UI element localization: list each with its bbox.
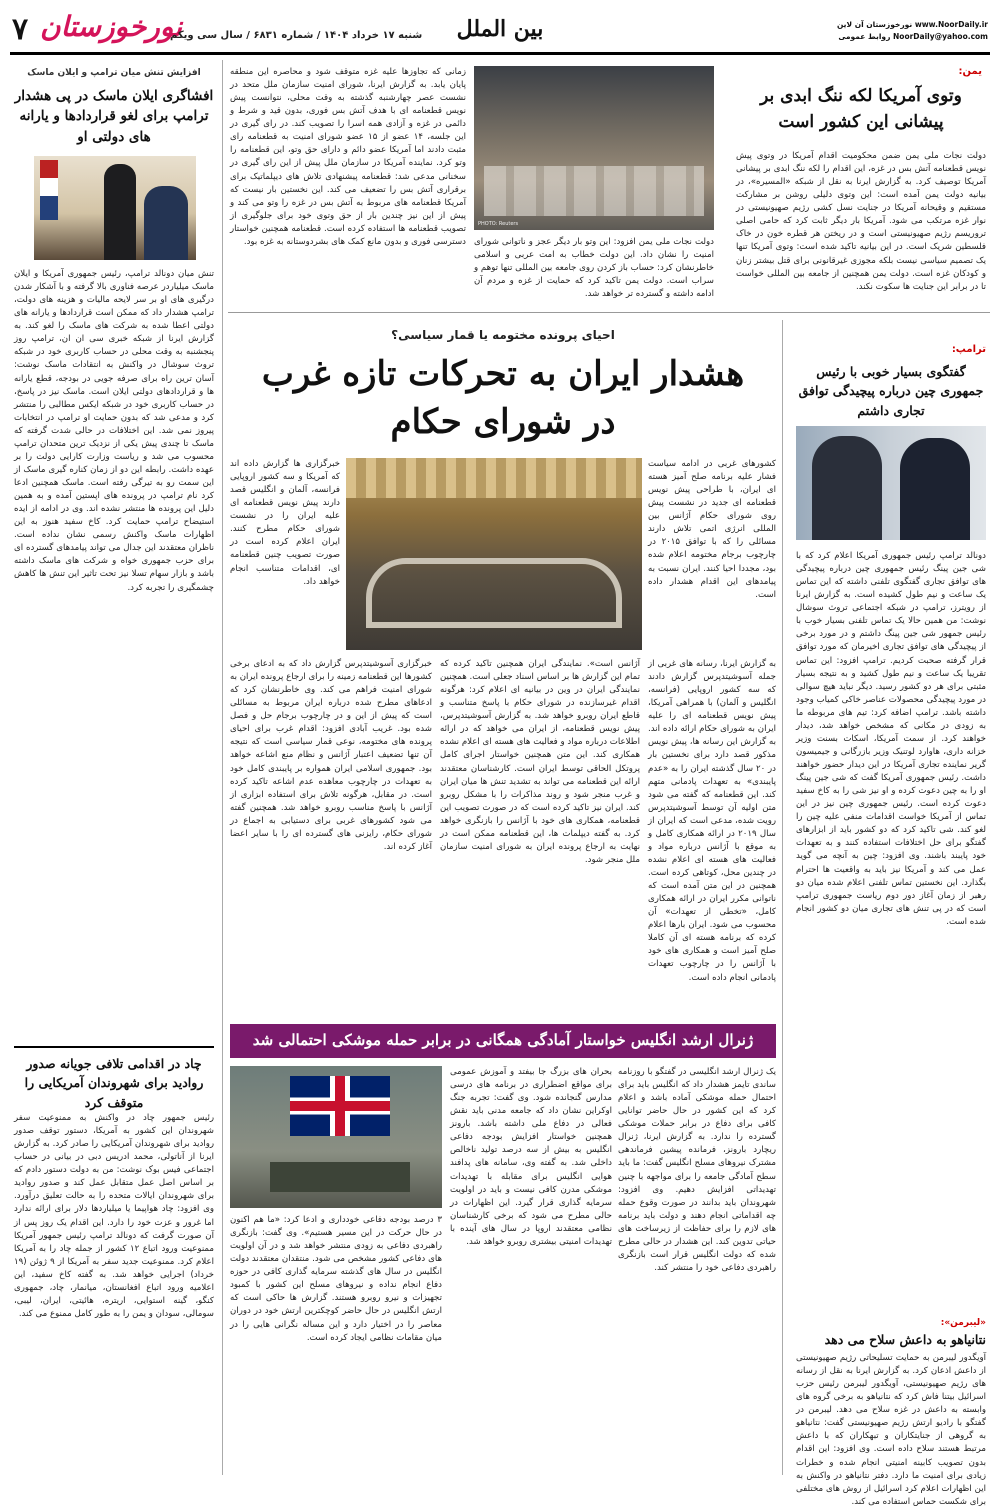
main-col-3: خبرگزاری آسوشیتدپرس گزارش داد که به ادعای برخی کشورها این قطعنامه زمینه را برای ارجاع پرونده ایران به شورای امنیت فراهم می کند. وی خاطرنشان کرد که ادعاهای مطرح شده درباره ایران مربوط به مسائلی است که پیش از این و در چارچوب برجام حل و فصل شده بود. غریب آبادی افزود: اقدام غرب برای احیای پرونده های مختومه، نوعی قمار سیاسی است که نتیجه آن تنها تضعیف اعتبار آژانس و نظام منع اشاعه خواهد بود. جمهوری اسلامی ایران همواره بر پایبندی کامل خود به تعهدات در چارچوب معاهده عدم اشاعه تاکید کرده است. در مقابل، هرگونه تلاش برای استفاده ابزاری از آژانس با پاسخ مناسب روبرو خواهد شد. همچنین گفته می شود کشورهای غربی برای دستیابی به اجماع در شورای حکام، رایزنی های گسترده ای را با سایر اعضا آغاز کرده اند. [230,659,432,852]
uk-col-3: ۳ درصد بودجه دفاعی خودداری و ادعا کرد: «ما هم اکنون در حال حرکت در این مسیر هستیم». وی گفت: بازنگری راهبردی دفاعی به زودی منتشر خواهد شد و در آن اولویت های دفاعی کشور مشخص می شود. منتقدان معتقدند دولت انگلیس در سال های گذشته سرمایه گذاری کافی در حوزه دفاع انجام نداده و نیروهای مسلح این کشور با کمبود تجهیزات و نیرو روبرو هستند. گزارش ها حاکی است که ارتش انگلیس در حال حاضر کوچکترین ارتش خود در دوران معاصر را در اختیار دارد و این مساله نگرانی هایی را در میان مقامات نظامی ایجاد کرده است. [230,1215,442,1343]
lebanon-body: آویگدور لیبرمن به حمایت تسلیحاتی رژیم صهیونیستی از داعش اذعان کرد. به گزارش ایرنا به نقل از رسانه های رژیم صهیونیستی، آویگدور لیبرمن رئیس حزب اسرائیل بیتنا فاش کرد که نتانیاهو به برخی گروه های وابسته به داعش در غزه سلاح می دهد. لیبرمن در گفتگو با رادیو ارتش رژیم صهیونیستی گفت: نتانیاهو به گروهی از جنایتکاران و تبهکاران که با داعش مرتبط هستند سلاح داده است. وی افزود: این اقدام بدون تصویب کابینه امنیتی انجام شده و خطرات زیادی برای امنیت ما دارد. دفتر نتانیاهو در واکنش به این اظهارات اعلام کرد اسرائیل از روش های مختلفی برای شکست حماس استفاده می کند. [796,1353,986,1507]
chad-headline: چاد در اقدامی تلافی جویانه صدور روادید برای شهروندان آمریکایی را متوقف کرد [24,1056,204,1110]
lebanon-kicker: «لیبرمن»: [940,1318,986,1328]
yemen-bottom-rule [228,312,990,313]
chad-rule [14,1046,214,1048]
yemen-photo-bodies [484,166,704,216]
yemen-body-mid: دولت نجات ملی یمن افزود: این وتو بار دیگر عجز و ناتوانی شورای امنیت را نشان داد. این دولت خطاب به امت عربی و اسلامی خاطرنشان کرد: حساب باز کردن روی جامعه بین المللی تنها توهم و سراب است. دولت یمن تاکید کرد که حمایت از غزه و مردم آن ادامه داشته و گسترده تر خواهد شد. [474,237,714,300]
uk-photo-launcher [270,1162,410,1192]
china-photo [796,426,986,540]
uk-headline: ژنرال ارشد انگلیس خواستار آمادگی همگانی در برابر حمله موشکی احتمالی شد [252,1031,754,1049]
musk-photo-figure-1 [104,164,136,260]
main-intro-left: خبرگزاری ها گزارش داده اند که آمریکا و سه کشور اروپایی فرانسه، آلمان و انگلیس قصد دارند پیش نویس قطعنامه ای علیه ایران را در نشست شورای حکام مطرح کنند. ایران اعلام کرده است در صورت تصویب چنین قطعنامه ای، اقدامات متناسب انجام خواهد داد. [230,459,340,587]
musk-photo-figure-2 [144,186,188,260]
uk-banner [230,1024,776,1058]
musk-kicker: افزایش تنش میان ترامپ و ایلان ماسک [27,68,201,78]
china-kicker: ترامپ: [951,344,986,355]
yemen-headline: وتوی آمریکا لکه ننگ ابدی بر پیشانی این کشور است [760,86,962,132]
musk-column-rule [222,60,223,1475]
main-headline: هشدار ایران به تحرکات تازه غرب در شورای حکام [261,354,745,443]
uk-photo-flag [290,1076,390,1136]
main-photo-ceiling [346,458,642,498]
main-col-1: به گزارش ایرنا، رسانه های غربی از جمله آسوشیتدپرس گزارش دادند که سه کشور اروپایی (فرانسه، انگلیس و آلمان) با همراهی آمریکا، پیش نویس قطعنامه ای را علیه ایران به شورای حکام ارائه داده اند. به گزارش این رسانه ها، پیش نویس مذکور قصد دارد برای نخستین بار در ۲۰ سال گذشته ایران را به «عدم پایبندی» به تعهدات پادمانی متهم کند. این قطعنامه که گفته می شود متن اولیه آن توسط آسوشیتدپرس رویت شده، مدعی است که ایران از سال ۲۰۱۹ در ارائه همکاری کامل و به موقع با آژانس درباره مواد و فعالیت های هسته ای اعلام نشده در چندین محل، کوتاهی کرده است. همچنین در این متن آمده است که ناتوانی مکرر ایران در ارائه همکاری کامل، «تخطی از تعهدات» آن محسوب می شود. ایران بارها اعلام کرده که برنامه هسته ای آن کاملا صلح آمیز است و همکاری های خود با آژانس را در چارچوب تعهدات پادمانی انجام داده است. [648,659,776,983]
china-column-rule [782,320,783,1475]
musk-photo-flag [40,160,58,220]
masthead [0,0,1000,62]
header-rule [10,52,990,55]
china-headline: گفتگوی بسیار خوبی با رئیس جمهوری چین درباره پیچیدگی توافق تجاری داشتم [798,364,984,418]
main-col-2: آژانس است». نمایندگی ایران همچنین تاکید کرده که تمام این گزارش ها بر اساس اسناد جعلی است. همچنین نمایندگی ایران در وین در بیانیه ای اعلام کرد: هرگونه اقدام غیرسازنده در شورای حکام با پاسخ متناسب و قاطع ایران روبرو خواهد شد. به گزارش آسوشیتدپرس، پیش نویس قطعنامه، از ایران می خواهد که در ارائه اطلاعات درباره مواد و فعالیت های هسته ای اعلام نشده همکاری کند. این متن همچنین خواستار اجرای کامل پروتکل الحاقی توسط ایران است. کارشناسان معتقدند ارائه این قطعنامه می تواند به تشدید تنش ها میان ایران و غرب منجر شود و روند مذاکرات را با مشکل روبرو کند. ایران نیز تاکید کرده است که در صورت تصویب این قطعنامه، همکاری های خود با آژانس را بازنگری خواهد کرد. به گفته دیپلمات ها، این قطعنامه ممکن است در نهایت به ارجاع پرونده ایران به شورای امنیت سازمان ملل منجر شود. [440,659,640,865]
main-intro-right: کشورهای غربی در ادامه سیاست فشار علیه برنامه صلح آمیز هسته ای ایران، با طراحی پیش نویس قطعنامه ای جدید در نشست پیش روی شورای حکام آژانس بین المللی انرژی اتمی تلاش دارند مسائلی را که با توافق ۲۰۱۵ در چارچوب برجام مختومه اعلام شده بود، مجددا احیا کنند. ایران نسبت به پیامدهای این اقدام هشدار داده است. [648,459,777,600]
musk-headline: افشاگری ایلان ماسک در پی هشدار ترامپ برای لغو قراردادها و یارانه های دولتی او [14,88,214,145]
yemen-photo [474,66,714,230]
yemen-photo-caption: PHOTO: Reuters [478,221,519,227]
lebanon-headline: نتانیاهو به داعش سلاح می دهد [824,1332,986,1347]
issue-line: شنبه ۱۷ خرداد ۱۴۰۴ / شماره ۶۸۳۱ / سال سی ویکم [170,30,423,41]
china-body: دونالد ترامپ رئیس جمهوری آمریکا اعلام کرد که با شی جین پینگ رئیس جمهوری چین درباره پیچیدگی های توافق تجاری گفتگوی تلفنی داشته که این تماس یک ساعت و نیم طول کشیده است. به گزارش ایرنا از رویترز، ترامپ در شبکه اجتماعی تروث سوشال نوشت: من همین حالا یک تماس تلفنی بسیار خوب با رئیس جمهور شی جین پینگ داشتم و در مورد برخی از پیچیدگی های توافق تجاری اخیرمان که مورد توافق قرار گرفته صحبت کردیم. ترامپ افزود: این تماس تقریبا یک ساعت و نیم طول کشید و به نتیجه بسیار مثبتی برای هر دو کشور رسید. دیگر نباید هیچ سوالی در مورد پیچیدگی محصولات عناصر خاکی کمیاب وجود داشته باشد. ترامپ اضافه کرد: تیم های مربوطه ما به زودی در مکانی که مشخص خواهد شد، دیدار خواهند کرد. از سمت آمریکا، اسکات بسنت وزیر خزانه داری، هاوارد لوتنیک وزیر بازرگانی و جیمیسون گریر نماینده تجاری آمریکا در این دیدار حضور خواهند داشت. رئیس جمهوری آمریکا گفت که شی جین پینگ او را به چین دعوت کرده و او نیز شی را به کاخ سفید دعوت کرده است. رئیس جمهوری چین نیز در این تماس از آمریکا خواست اقدامات منفی علیه چین را لغو کند. شی تاکید کرد که دو کشور باید از ابزارهای گفتگو برای حل اختلافات استفاده کنند و به تعهدات خود پایبند باشند. وی افزود: چین به آنچه می گوید عمل می کند و آمریکا نیز باید به واقعیت ها احترام بگذارد. این نخستین تماس تلفنی اعلام شده میان دو رهبر از زمان آغاز دور دوم ریاست جمهوری ترامپ است که در پی تنش های تجاری میان دو کشور انجام شده است. [796,551,986,927]
yemen-kicker: یمن: [958,66,982,77]
site-line-2: NoorDaily@yahoo.com روابط عمومی [838,32,988,41]
yemen-body-left: زمانی که تجاوزها علیه غزه متوقف شود و محاصره این منطقه پایان یابد. به گزارش ایرنا، شورای امنیت سازمان ملل متحد در نشست عصر چهارشنبه گذشته به وقت محلی، نتوانست پیش نویس قطعنامه ای با هدف آتش بس فوری، بدون قید و شرط و دائمی در غزه و آزادی همه اسرا را تصویب کند. در رای گیری در این جلسه، ۱۴ عضو از ۱۵ عضو شورای امنیت به قطعنامه رای مثبت دادند اما آمریکا عضو دائم و دارای حق وتو، این قطعنامه را وتو کرد. نماینده آمریکا در سازمان ملل پیش از این رای گیری در سخنانی مدعی شد: قطعنامه پیشنهادی تلاش های دیپلماتیک برای برقراری آتش بس را تضعیف می کند. این نخستین بار نیست که آمریکا قطعنامه های مربوط به آتش بس در غزه را وتو می کند و پیش از این نیز چندین بار از حق وتوی خود برای جلوگیری از تصویب قطعنامه ها استفاده کرده است. قطعنامه همچنین خواستار دسترسی فوری و بدون مانع کمک های بشردوستانه به غزه بود. [230,67,466,247]
logo: نورخوزستان [40,10,183,43]
musk-photo [34,156,196,260]
site-line-1: www.NoorDaily.ir نورخوزستان آن لاین [836,20,988,29]
musk-body: تنش میان دونالد ترامپ، رئیس جمهوری آمریکا و ایلان ماسک میلیاردر عرصه فناوری بالا گرفته و با آشکار شدن درگیری های او بر سر لایحه مالیات و هزینه های دولت، ترامپ هشدار داد که ممکن است قراردادها و یارانه های دولتی اعطا شده به شرکت های ماسک را لغو کند. به گزارش ایرنا از شبکه خبری سی ان ان، ترامپ روز پنجشنبه به وقت محلی در حساب کاربری خود در شبکه تروث سوشال در واکنش به انتقادات ماسک نوشت: آسان ترین راه برای صرفه جویی در بودجه، قطع یارانه ها و قراردادهای دولتی ایلان است. ماسک نیز در پاسخ، در حساب کاربری خود در شبکه ایکس مطالبی را منتشر کرد و مدعی شد که بدون حمایت او ترامپ در انتخابات پیروز نمی شد. این اختلافات در حالی شدت گرفته که ماسک تا چندی پیش یکی از نزدیک ترین متحدان ترامپ محسوب می شد و ریاست وزارت کارایی دولت را بر عهده داشت. رابطه این دو از زمان کناره گیری ماسک از این سمت رو به تیرگی رفته است. ماسک همچنین ادعا کرد نام ترامپ در پرونده های اپستین آمده و به همین دلیل این پرونده ها منتشر نشده اند. وی در ادامه از ایده استیضاح ترامپ حمایت کرد. کاخ سفید هنوز به این اظهارات ماسک واکنش رسمی نشان نداده است. ناظران معتقدند این جدال می تواند پیامدهای گسترده ای برای حزب جمهوری خواه و شرکت های ماسک داشته باشد و بازار سهام تسلا نیز تحت تاثیر این تنش ها کاهش چشمگیری را تجربه کرد. [14,269,214,593]
china-photo-figure-2 [900,438,970,540]
page-number: ۷ [12,12,29,47]
main-photo-tables [366,558,622,628]
china-photo-figure-1 [812,436,882,540]
yemen-body: دولت نجات ملی یمن ضمن محکومیت اقدام آمریکا در وتوی پیش نویس قطعنامه آتش بس در غزه، این اقدام را لکه ننگ ابدی بر پیشانی آمریکا توصیف کرد. به گزارش ایرنا به نقل از شبکه «المسیره»، در بیانیه دولت یمن آمده است: این وتوی دلیلی روشن بر مشارکت مستقیم و وقیحانه آمریکا در جنایت نسل کشی رژیم صهیونیستی در نوار غزه مرتکب می شود. آمریکا بار دیگر ثابت کرد که حامی اصلی تروریسم رژیم صهیونیستی است و در ریختن هر قطره خون در خاک فلسطین شریک است. در این بیانیه تاکید شده است: وتوی آمریکا تنها یک تصمیم سیاسی نیست بلکه مجوزی غیرقانونی برای قتل بیشتر زنان و کودکان غزه است. دولت یمن همچنین از جامعه بین المللی خواست تا در برابر این جنایت ها سکوت نکند. [736,151,986,292]
uk-col-2: بحران های بزرگ جا بیفتد و آموزش عمومی برای مواقع اضطراری در برنامه های درسی مدارس گنجانده شود. وی گفت: تجربه جنگ اوکراین نشان داد که جامعه مدنی باید نقش فعالی در دفاع ملی داشته باشد. بارونز همچنین خواستار افزایش بودجه دفاعی انگلیس به بیش از سه درصد تولید ناخالص داخلی شد. به گفته وی، سامانه های پدافند هوایی انگلیس برای مقابله با تهدیدات موشکی مدرن کافی نیست و باید در اولویت سرمایه گذاری قرار گیرد. این اظهارات در حالی مطرح می شود که برخی کارشناسان نظامی معتقدند اروپا در سال های آینده با تهدیدات امنیتی بیشتری روبرو خواهد شد. [450,1067,612,1247]
chad-body: رئیس جمهور چاد در واکنش به ممنوعیت سفر شهروندان این کشور به آمریکا، دستور توقف صدور روادید برای شهروندان آمریکایی را صادر کرد. به گزارش ایرنا از آناتولی، محمد ادریس دبی در بیانی در حساب اجتماعی فیس بوک نوشت: من به دولت دستور دادم که بر اساس اصل عمل متقابل عمل کند و صدور روادید برای شهروندان ایالات متحده را به حالت تعلیق درآورد. وی افزود: چاد هواپیما یا میلیاردها دلار برای ارائه ندارد اما غرور و عزت خود را دارد. این اقدام یک روز پس از آن صورت گرفت که دونالد ترامپ رئیس جمهور آمریکا ممنوعیت ورود اتباع ۱۲ کشور از جمله چاد را به آمریکا اعلام کرد. ممنوعیت جدید سفر به آمریکا از ۹ ژوئن (۱۹ خرداد) اجرایی خواهد شد. به گفته کاخ سفید، این اعلامیه ورود اتباع افغانستان، میانمار، چاد، جمهوری کنگو، گینه استوایی، اریتره، هائیتی، ایران، لیبی، سومالی، سودان و یمن را به طور کامل ممنوع می کند. [14,1113,214,1319]
section-title: بین الملل [456,16,544,42]
main-photo [346,458,642,650]
main-kicker: احیای پرونده مختومه یا قمار سیاسی؟ [391,328,615,342]
uk-photo [230,1066,442,1208]
uk-col-1: یک ژنرال ارشد انگلیسی در گفتگو با روزنامه ساندی تایمز هشدار داد که انگلیس باید برای احتمال حمله موشکی آماده باشد و اعلام کرد که این کشور در حال حاضر توانایی کافی برای دفاع در برابر حملات موشکی گسترده را ندارد. به گزارش ایرنا، ژنرال ریچارد بارونز، فرمانده پیشین فرماندهی مشترک نیروهای مسلح انگلیس گفت: ما باید سطح آمادگی جامعه را برای مواجهه با چنین تهدیداتی افزایش دهیم. وی افزود: شهروندان باید بدانند در صورت وقوع حمله چه اقداماتی انجام دهند و دولت باید برنامه های لازم را برای حفاظت از زیرساخت های حیاتی تدوین کند. این هشدار در حالی مطرح شده که دولت انگلیس قرار است بازنگری راهبردی دفاعی خود را منتشر کند. [618,1067,776,1273]
